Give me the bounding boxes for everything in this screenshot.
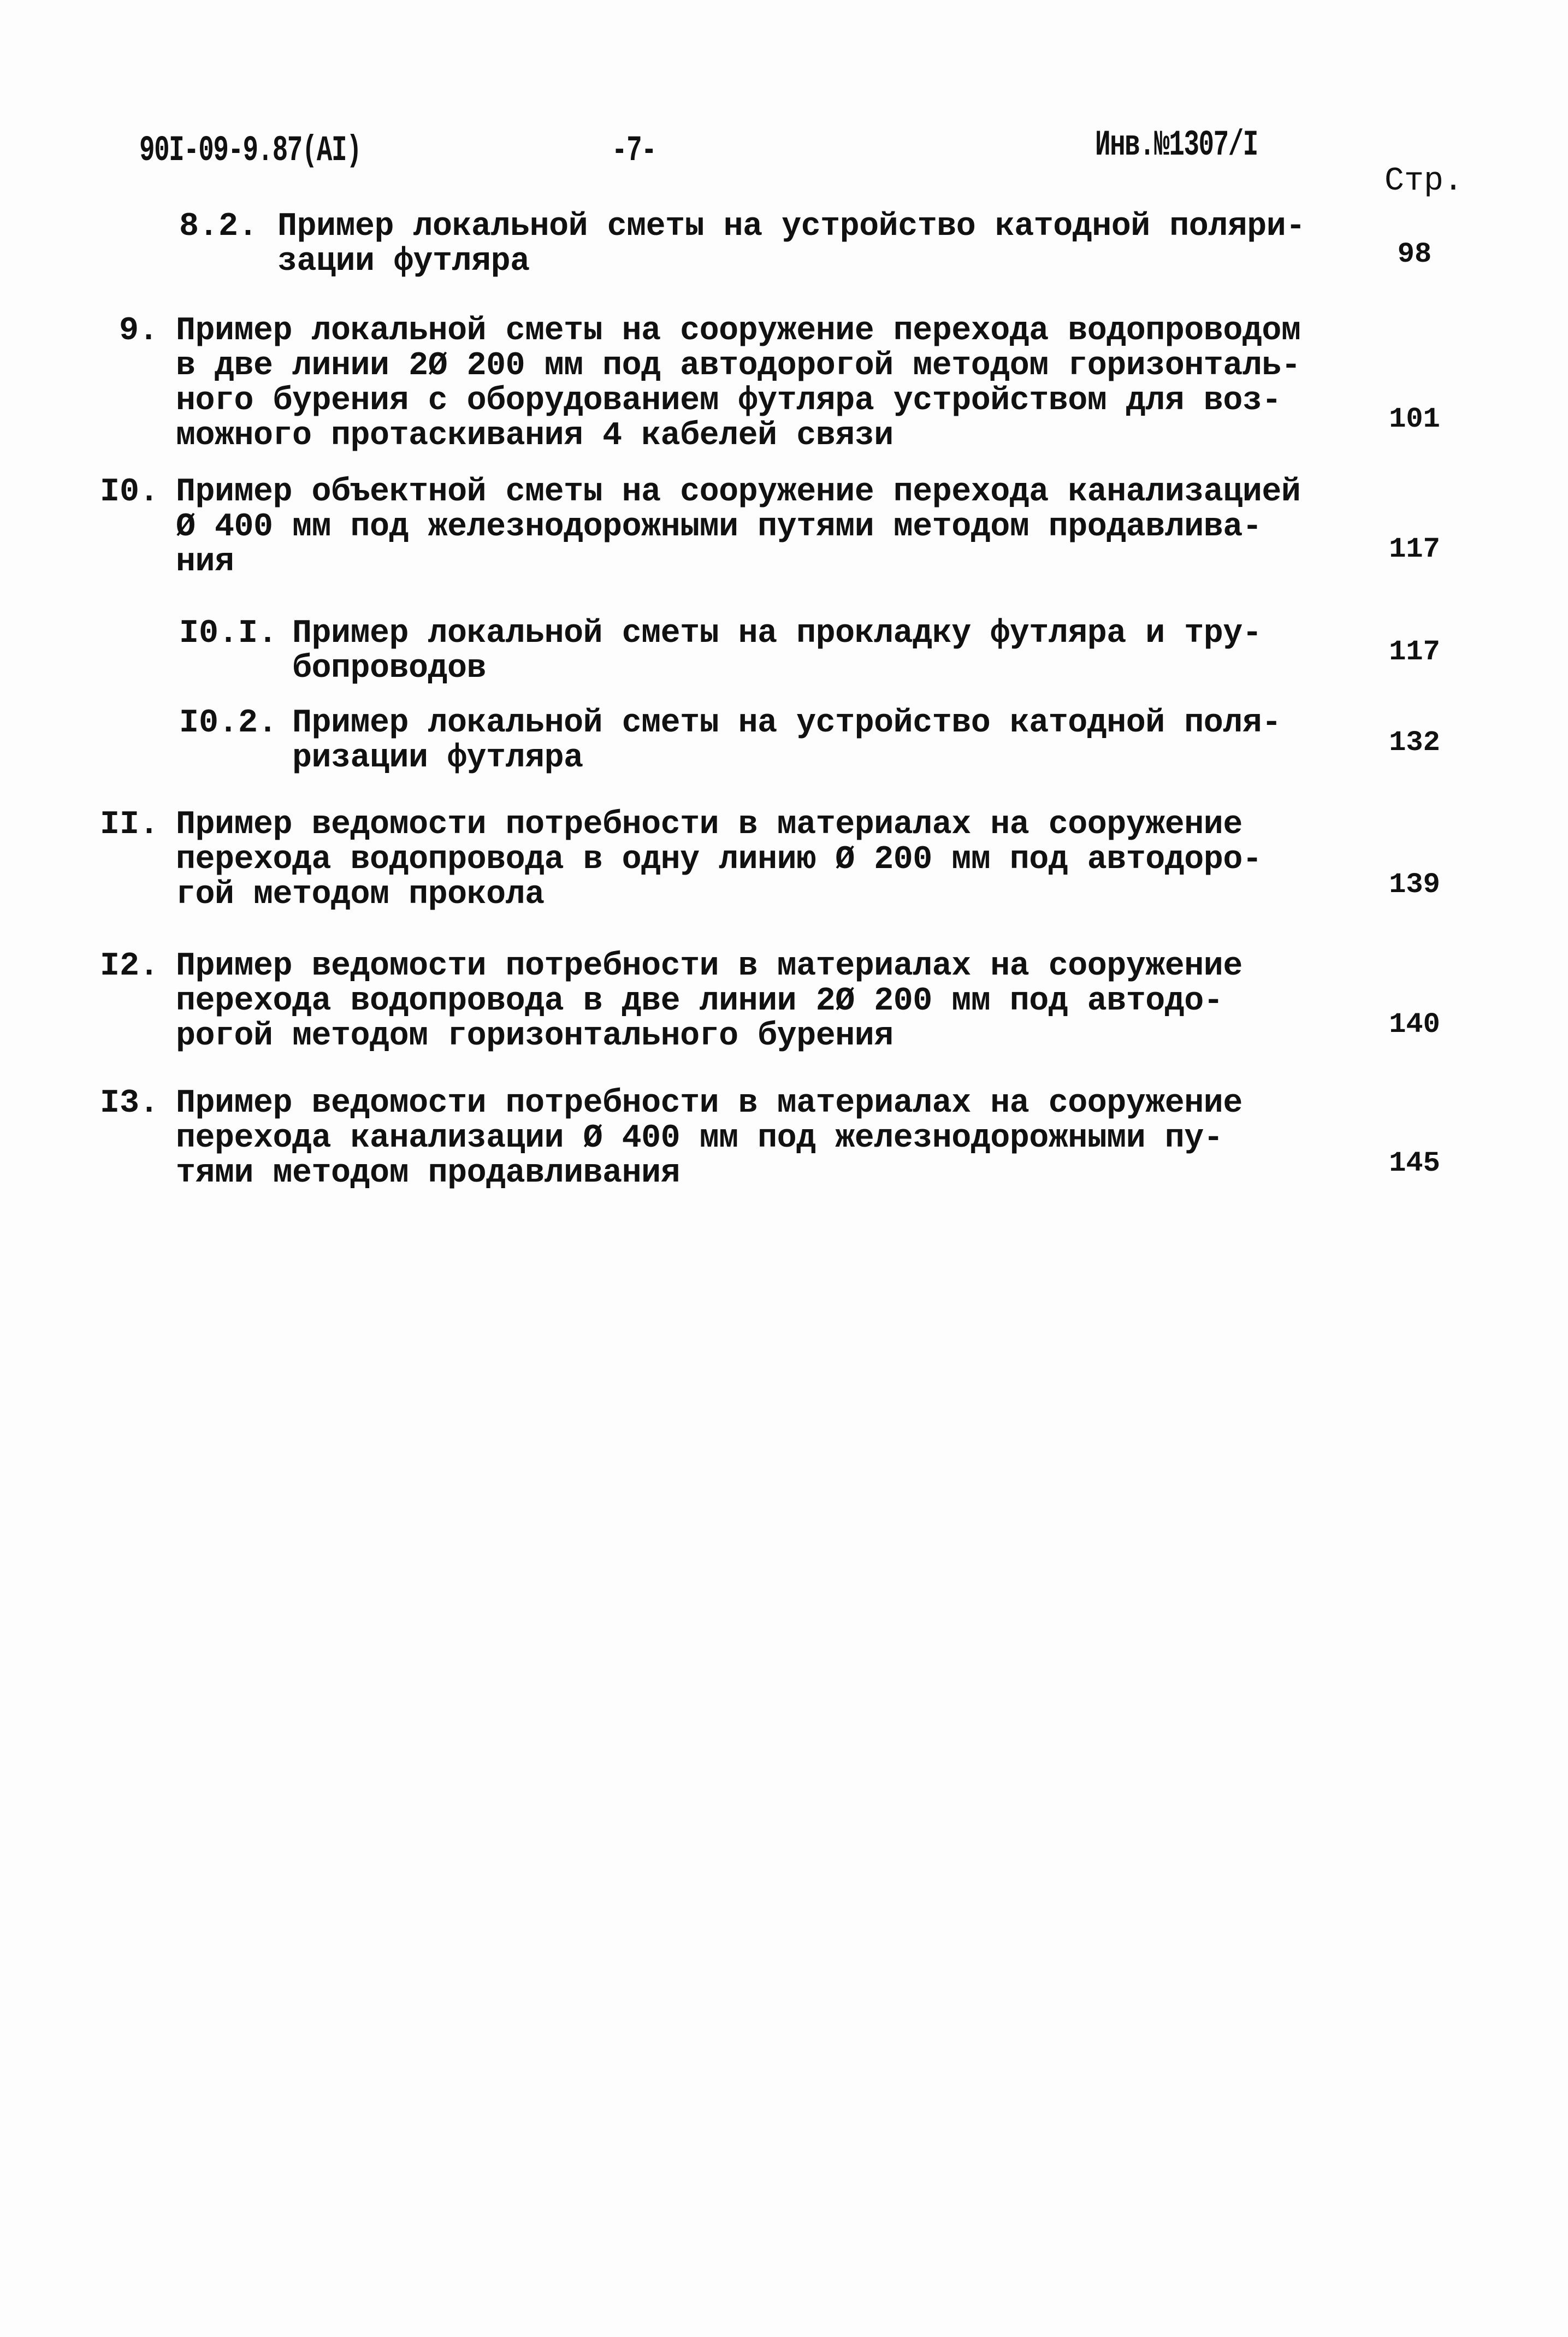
- entry-title-line: ного бурения с оборудованием футляра устройством для воз-: [176, 382, 1281, 420]
- entry-title-line: тями методом продавливания: [176, 1155, 681, 1192]
- entry-number: I0.2.: [179, 705, 278, 742]
- entry-page: 139: [1389, 869, 1440, 901]
- entry-title: [176, 314, 1300, 453]
- entry-title-line: можного протаскивания 4 кабелей связи: [176, 417, 894, 455]
- entry-title-line: рогой методом горизонтального бурения: [176, 1018, 894, 1055]
- entry-title-line: Пример локальной сметы на устройство катодной поля-: [292, 705, 1281, 742]
- inventory-number: Инв.№1307/I: [1095, 125, 1258, 166]
- entry-number: I2.: [100, 948, 159, 985]
- entry-page: 98: [1397, 238, 1432, 270]
- entry-number: 8.2.: [179, 208, 258, 245]
- entry-title-line: в две линии 2Ø 200 мм под автодорогой методом горизонталь-: [176, 347, 1301, 385]
- entry-title-line: Пример ведомости потребности в материалах на сооружение: [176, 948, 1242, 985]
- entry-title-line: перехода водопровода в одну линию Ø 200 мм под автодоро-: [176, 841, 1262, 878]
- entry-title-line: ризации футляра: [292, 740, 583, 777]
- entry-page: 145: [1389, 1147, 1440, 1179]
- entry-page: 117: [1389, 533, 1440, 565]
- entry-number: 9.: [119, 312, 159, 350]
- entry-title: [176, 1086, 1242, 1191]
- entry-title-line: ния: [176, 544, 234, 581]
- entry-number: I0.: [100, 474, 159, 511]
- entry-page: 117: [1389, 636, 1440, 668]
- page-column-label: Стр.: [1384, 163, 1464, 200]
- entry-title: [176, 807, 1262, 912]
- entry-title: [292, 616, 1262, 686]
- entry-title-line: Пример ведомости потребности в материалах на сооружение: [176, 1085, 1242, 1122]
- entry-title: [176, 475, 1300, 580]
- entry-page: 101: [1389, 403, 1440, 435]
- entry-title: [292, 706, 1281, 776]
- entry-number: II.: [100, 806, 159, 843]
- entry-title-line: гой методом прокола: [176, 876, 545, 913]
- entry-title-line: перехода канализации Ø 400 мм под железнодорожными пу-: [176, 1120, 1223, 1157]
- entry-title-line: бопроводов: [292, 650, 487, 687]
- entry-title-line: Пример локальной сметы на сооружение перехода водопроводом: [176, 312, 1301, 350]
- entry-title-line: зации футляра: [277, 243, 530, 280]
- page-number: -7-: [612, 130, 656, 171]
- entry-title-line: Пример объектной сметы на сооружение перехода канализацией: [176, 474, 1301, 511]
- entry-title-line: Пример локальной сметы на прокладку футляра и тру-: [292, 615, 1262, 652]
- entry-title-line: Пример ведомости потребности в материалах на сооружение: [176, 806, 1242, 843]
- entry-page: 132: [1389, 727, 1440, 759]
- entry-title-line: Пример локальной сметы на устройство катодной поляри-: [277, 208, 1305, 245]
- entry-title-line: перехода водопровода в две линии 2Ø 200 мм под автодо-: [176, 983, 1223, 1020]
- entry-title: [176, 949, 1242, 1054]
- document-code: 90I-09-9.87(AI): [139, 130, 362, 171]
- entry-page: 140: [1389, 1008, 1440, 1041]
- entry-title: [277, 209, 1305, 279]
- entry-title-line: Ø 400 мм под железнодорожными путями методом продавлива-: [176, 509, 1262, 546]
- entry-number: I3.: [100, 1085, 159, 1122]
- entry-number: I0.I.: [179, 615, 278, 652]
